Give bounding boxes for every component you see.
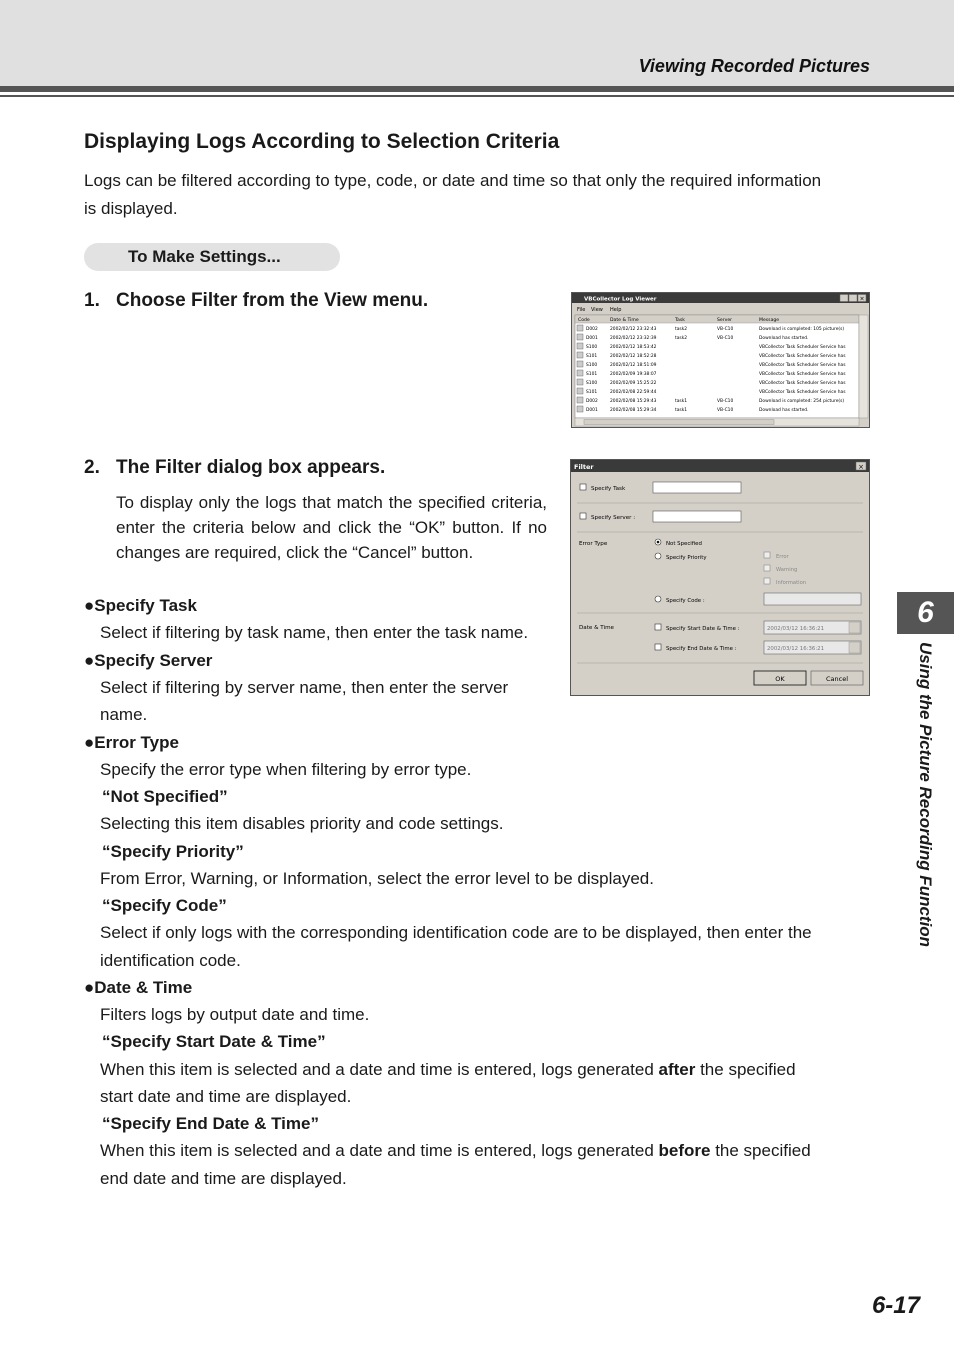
server-input[interactable] [653,511,741,522]
log-row-icon [577,406,583,412]
date-time-heading: ●Date & Time [84,978,193,997]
log-viewer-window-buttons[interactable] [840,295,866,303]
svg-text:×: × [858,463,864,471]
specify-priority-heading: “Specify Priority” [102,842,244,861]
log-row-icon [577,325,583,331]
information-checkbox[interactable] [764,578,770,584]
chapter-side-label: Using the Picture Recording Function [916,642,935,948]
log-cell: D002 [586,327,598,332]
filter-title: Filter [574,463,594,471]
log-cell: D001 [586,336,598,341]
log-cell: S101 [586,354,598,359]
not-specified-desc: Selecting this item disables priority and code settings. [100,814,504,833]
page-number: 6-17 [871,1292,920,1319]
emphasis-after: after [658,1060,696,1079]
svg-text:Specify End Date & Time :: Specify End Date & Time : [666,646,737,652]
log-cell: 2002/02/12 18:52:28 [610,354,657,359]
log-cell: VBCollector Task Scheduler Service has [759,354,846,359]
specify-code-radio[interactable] [655,596,661,602]
log-cell: task1 [675,408,688,413]
log-cell: S100 [586,381,598,386]
svg-text:Information: Information [776,580,807,586]
svg-text:Error: Error [776,554,789,560]
step-1-number: 1. [84,290,100,311]
not-specified-heading: “Not Specified” [102,787,228,806]
step-2-text: The Filter dialog box appears. [116,457,386,478]
svg-text:Specify Start Date & Time :: Specify Start Date & Time : [666,626,740,632]
log-cell: 2002/02/12 23:32:39 [610,336,657,341]
specify-code-heading: “Specify Code” [102,896,227,915]
error-checkbox[interactable] [764,552,770,558]
specify-priority-desc: From Error, Warning, or Information, select the error level to be displayed. [100,869,654,888]
error-type-heading: ●Error Type [84,733,179,752]
emphasis-before: before [658,1141,711,1160]
specify-task-checkbox[interactable] [580,484,586,490]
end-date-desc-1: When this item is selected and a date and time is entered, logs generated before the specified [100,1141,811,1160]
log-row-icon [577,343,583,349]
filter-dialog-screenshot [570,459,870,696]
svg-text:Message: Message [759,318,780,323]
start-date-desc-1: When this item is selected and a date and time is entered, logs generated after the specified [100,1060,796,1079]
log-cell: Download has started. [759,408,809,413]
log-viewer-title: VBCollector Log Viewer [584,296,657,303]
log-cell: Download is completed: 254 picture(s) [759,399,845,404]
specify-server-desc-1: Select if filtering by server name, then enter the server [100,678,509,697]
svg-text:Server: Server [717,318,733,323]
log-cell: VBCollector Task Scheduler Service has [759,345,846,350]
log-row-icon [577,379,583,385]
log-cell: VBCollector Task Scheduler Service has [759,363,846,368]
log-cell: VB-C10 [717,327,734,332]
log-cell: task2 [675,336,688,341]
log-cell: S101 [586,372,598,377]
specify-server-desc-2: name. [100,705,148,724]
log-cell: VB-C10 [717,408,734,413]
log-row-icon [577,397,583,403]
start-date-spinner[interactable] [849,622,860,633]
svg-text:OK: OK [775,675,785,683]
svg-text:Specify Code :: Specify Code : [666,598,705,604]
log-viewer-screenshot [571,292,870,428]
log-cell: VB-C10 [717,336,734,341]
specify-server-checkbox[interactable] [580,513,586,519]
log-row-icon [577,388,583,394]
log-cell: VBCollector Task Scheduler Service has [759,381,846,386]
specify-task-desc: Select if filtering by task name, then enter the task name. [100,623,529,642]
log-cell: D001 [586,408,598,413]
log-cell: VBCollector Task Scheduler Service has [759,372,846,377]
svg-text:Date & Time: Date & Time [610,318,639,323]
step-2-number: 2. [84,457,100,478]
vertical-scrollbar[interactable] [859,315,868,418]
log-cell: VB-C10 [717,399,734,404]
step-1-text: Choose Filter from the View menu. [116,290,429,311]
end-date-heading: “Specify End Date & Time” [102,1114,319,1133]
log-row-icon [577,370,583,376]
svg-text:2002/03/12 16:36:21: 2002/03/12 16:36:21 [767,646,824,652]
specify-task-heading: ●Specify Task [84,596,197,615]
log-row-icon [577,361,583,367]
svg-text:Date & Time: Date & Time [579,625,614,631]
error-type-desc: Specify the error type when filtering by error type. [100,760,472,779]
menu-help[interactable]: Help [610,307,622,313]
svg-text:Cancel: Cancel [825,675,849,683]
specify-code-desc-1: Select if only logs with the corresponding identification code are to be displayed, then enter the [100,923,812,942]
log-row-icon [577,334,583,340]
log-cell: 2002/02/08 15:29:43 [610,399,657,404]
start-date-desc-2: start date and time are displayed. [100,1087,352,1106]
intro-line-1: Logs can be filtered according to type, code, or date and time so that only the required information [84,171,822,190]
log-cell: 2002/02/08 15:29:34 [610,408,657,413]
start-date-heading: “Specify Start Date & Time” [102,1032,326,1051]
section-heading: Displaying Logs According to Selection Criteria [84,130,560,153]
log-cell: S100 [586,345,598,350]
log-cell: 2002/02/09 19:38:07 [610,372,657,377]
menu-file[interactable]: File [577,307,586,313]
log-cell: 2002/02/09 15:25:22 [610,381,657,386]
svg-text:Specify Server :: Specify Server : [591,515,636,521]
svg-text:Not Specified: Not Specified [666,541,702,547]
step-2 [84,457,385,479]
log-cell: S101 [586,390,598,395]
log-cell: task2 [675,327,688,332]
log-cell: task1 [675,399,688,404]
task-input[interactable] [653,482,741,493]
header-rule-thin [0,95,954,97]
end-date-checkbox[interactable] [655,644,661,650]
menu-view[interactable]: View [591,307,603,313]
log-cell: S100 [586,363,598,368]
log-cell: 2002/02/12 23:32:43 [610,327,657,332]
svg-text:Specify Task: Specify Task [591,486,626,492]
intro-line-2: is displayed. [84,199,178,218]
log-cell: Download is completed: 105 picture(s) [759,327,845,332]
svg-text:Task: Task [675,318,685,323]
end-date-spinner[interactable] [849,642,860,653]
log-cell: VBCollector Task Scheduler Service has [759,390,846,395]
intro-paragraph [84,167,870,223]
svg-text:Warning: Warning [776,567,798,573]
step-1 [84,290,428,312]
step-2-description: To display only the logs that match the specified criteria, enter the criteria below and click the “OK” button. If no changes are required, click the “Cancel” button. [116,493,547,562]
running-header: Viewing Recorded Pictures [638,56,870,76]
log-row-icon [577,352,583,358]
log-cell: 2002/02/12 18:51:09 [610,363,657,368]
specify-priority-radio[interactable] [655,553,661,559]
settings-pill: To Make Settings... [84,243,340,271]
end-date-desc-2: end date and time are displayed. [100,1169,347,1188]
start-date-checkbox[interactable] [655,624,661,630]
specify-server-heading: ●Specify Server [84,651,213,670]
code-input[interactable] [764,593,861,605]
log-cell: 2002/02/08 22:59:44 [610,390,657,395]
log-cell: 2002/02/12 18:53:42 [610,345,657,350]
log-cell: Download has started. [759,336,809,341]
svg-text:2002/03/12 16:36:21: 2002/03/12 16:36:21 [767,626,824,632]
svg-text:Error Type: Error Type [579,541,608,547]
chapter-tab: 6 [897,592,954,634]
warning-checkbox[interactable] [764,565,770,571]
svg-text:×: × [859,295,865,303]
header-rule [0,86,954,92]
log-cell: D002 [586,399,598,404]
date-time-desc: Filters logs by output date and time. [100,1005,370,1024]
svg-text:Code: Code [578,318,590,323]
specify-code-desc-2: identification code. [100,951,241,970]
svg-text:Specify Priority: Specify Priority [666,555,707,561]
chapter-side-label-box [905,642,935,1012]
